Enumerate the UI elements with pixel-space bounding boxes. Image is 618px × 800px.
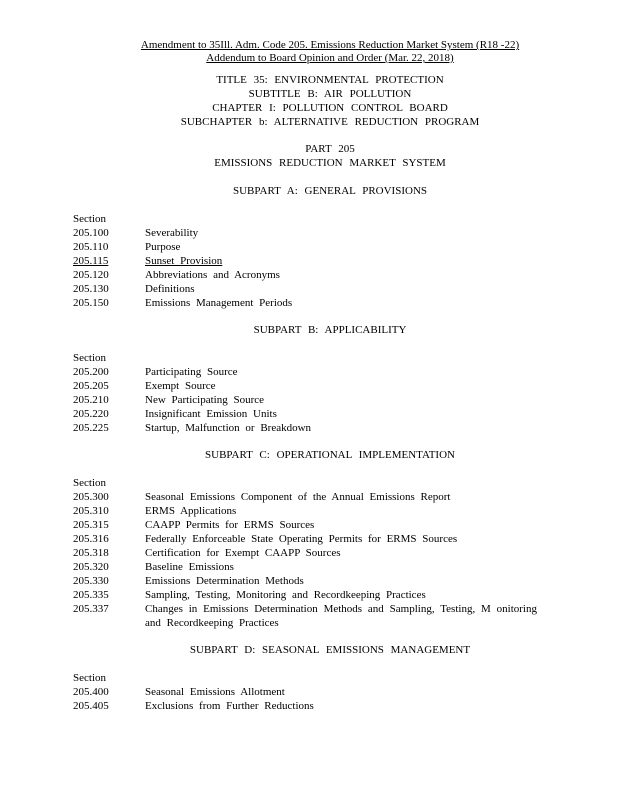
section-number: 205.316 xyxy=(73,533,109,545)
subpart-a-heading: SUBPART A: GENERAL PROVISIONS xyxy=(233,185,427,197)
part-name-line: EMISSIONS REDUCTION MARKET SYSTEM xyxy=(214,157,446,169)
section-row xyxy=(73,602,543,630)
section-row xyxy=(73,699,543,713)
section-label: Section xyxy=(73,672,106,684)
section-row xyxy=(73,685,543,699)
section-number: 205.200 xyxy=(73,366,109,378)
section-number: 205.315 xyxy=(73,519,109,531)
section-row xyxy=(73,490,543,504)
section-label: Section xyxy=(73,477,106,489)
section-number: 205.100 xyxy=(73,227,109,239)
section-title: ERMS Applications xyxy=(145,505,237,517)
section-number: 205.320 xyxy=(73,561,109,573)
section-title: Purpose xyxy=(145,241,181,253)
section-title: Exempt Source xyxy=(145,380,216,392)
section-title: Abbreviations and Acronyms xyxy=(145,269,280,281)
section-number: 205.300 xyxy=(73,491,109,503)
section-title: Participating Source xyxy=(145,366,238,378)
section-number: 205.120 xyxy=(73,269,109,281)
section-title: Startup, Malfunction or Breakdown xyxy=(145,422,312,434)
section-number: 205.205 xyxy=(73,380,109,392)
section-number: 205.210 xyxy=(73,394,109,406)
subchapter-line: SUBCHAPTER b: ALTERNATIVE REDUCTION PROGRAM xyxy=(180,116,480,128)
section-label: Section xyxy=(73,352,106,364)
section-title: CAAPP Permits for ERMS Sources xyxy=(145,519,315,531)
section-row xyxy=(73,240,543,254)
section-row xyxy=(73,226,543,240)
title-line: TITLE 35: ENVIRONMENTAL PROTECTION xyxy=(216,74,444,86)
section-title: Emissions Management Periods xyxy=(145,297,293,309)
section-title: New Participating Source xyxy=(145,394,265,406)
subpart-d-heading: SUBPART D: SEASONAL EMISSIONS MANAGEMENT xyxy=(189,644,471,656)
section-row xyxy=(73,268,543,282)
section-row xyxy=(73,393,543,407)
section-title-continued: and Recordkeeping Practices xyxy=(145,617,279,629)
section-row xyxy=(73,282,543,296)
section-number: 205.405 xyxy=(73,700,109,712)
section-title: Seasonal Emissions Component of the Annual Emissions Report xyxy=(145,491,451,503)
section-row xyxy=(73,254,543,268)
section-row xyxy=(73,588,543,602)
section-row xyxy=(73,560,543,574)
section-number: 205.130 xyxy=(73,283,109,295)
section-number: 205.110 xyxy=(73,241,109,253)
section-number: 205.150 xyxy=(73,297,109,309)
section-row xyxy=(73,504,543,518)
section-row xyxy=(73,546,543,560)
section-title: Seasonal Emissions Allotment xyxy=(145,686,285,698)
subtitle-line: SUBTITLE B: AIR POLLUTION xyxy=(248,88,412,100)
addendum-header-line: Addendum to Board Opinion and Order (Mar. 22, 2018) xyxy=(206,52,454,64)
amendment-header-line: Amendment to 35Ill. Adm. Code 205. Emissions Reduction Market System (R18 -22) xyxy=(140,39,520,51)
section-title: Severability xyxy=(145,227,199,239)
section-row xyxy=(73,379,543,393)
section-title: Baseline Emissions xyxy=(145,561,234,573)
section-row xyxy=(73,365,543,379)
section-title: Certification for Exempt CAAPP Sources xyxy=(145,547,341,559)
section-number: 205.337 xyxy=(73,603,109,615)
section-row xyxy=(73,407,543,421)
section-number: 205.330 xyxy=(73,575,109,587)
section-title: Insignificant Emission Units xyxy=(145,408,277,420)
section-number: 205.318 xyxy=(73,547,109,559)
section-title: Changes in Emissions Determination Methods and Sampling, Testing, M onitoring xyxy=(145,603,537,615)
section-row xyxy=(73,296,543,310)
section-title: Sunset Provision xyxy=(145,255,223,267)
section-number: 205.310 xyxy=(73,505,109,517)
section-number: 205.400 xyxy=(73,686,109,698)
section-title: Definitions xyxy=(145,283,195,295)
section-row xyxy=(73,421,543,435)
subpart-c-heading: SUBPART C: OPERATIONAL IMPLEMENTATION xyxy=(205,449,455,461)
section-title: Exclusions from Further Reductions xyxy=(145,700,314,712)
section-row xyxy=(73,518,543,532)
section-title: Federally Enforceable State Operating Permits for ERMS Sources xyxy=(145,533,458,545)
chapter-line: CHAPTER I: POLLUTION CONTROL BOARD xyxy=(212,102,448,114)
section-number: 205.335 xyxy=(73,589,109,601)
section-title: Emissions Determination Methods xyxy=(145,575,304,587)
section-title: Sampling, Testing, Monitoring and Recordkeeping Practices xyxy=(145,589,426,601)
part-line: PART 205 xyxy=(305,143,355,155)
subpart-b-heading: SUBPART B: APPLICABILITY xyxy=(253,324,407,336)
section-label: Section xyxy=(73,213,106,225)
section-row xyxy=(73,574,543,588)
section-number: 205.115 xyxy=(73,255,109,267)
section-row xyxy=(73,532,543,546)
section-number: 205.220 xyxy=(73,408,109,420)
section-number: 205.225 xyxy=(73,422,109,434)
